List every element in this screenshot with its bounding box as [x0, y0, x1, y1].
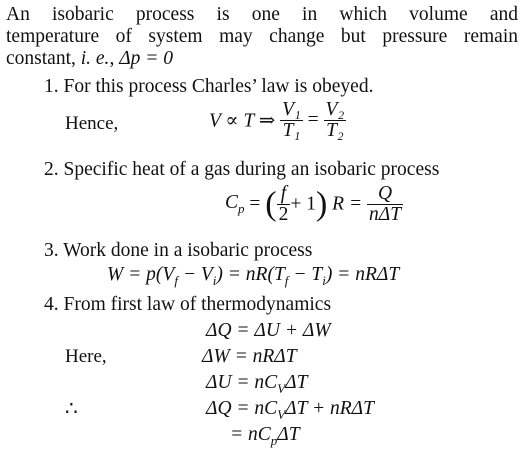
- sub-i: i: [322, 272, 326, 288]
- final-heat-relation: [230, 424, 300, 449]
- fraction-numerator: V₁: [282, 99, 301, 120]
- sub-f: f: [284, 272, 289, 288]
- list-item-2: [44, 159, 439, 181]
- list-item-1: [44, 76, 373, 98]
- intro-line-3-prefix: constant,: [6, 48, 81, 69]
- charles-law-equation: [209, 100, 346, 141]
- sub-v: V: [277, 406, 286, 422]
- du-part-1: ΔU = nC: [206, 372, 278, 393]
- fraction-denominator: T₂: [326, 120, 344, 141]
- list-item-number: 3.: [44, 240, 59, 261]
- list-item-text: Work done in a isobaric process: [63, 240, 313, 261]
- dq-part-2: ΔT + nRΔT: [285, 398, 374, 419]
- charles-lhs: V ∝ T ⇒: [209, 110, 276, 132]
- intro-pressure-equation: Δp = 0: [119, 48, 174, 69]
- close-paren: ): [315, 185, 328, 223]
- fraction-denominator: nΔT: [369, 204, 402, 225]
- fraction-f-over-2: [277, 184, 291, 225]
- intro-line-2: temperature of system may change but pressure remain: [6, 26, 518, 47]
- list-item-text: Specific heat of a gas during an isobaric process: [63, 159, 440, 180]
- list-item-number: 1.: [44, 76, 59, 97]
- equals-sign: =: [249, 193, 261, 215]
- list-item-text: From first law of thermodynamics: [63, 294, 332, 315]
- intro-ie: i. e.: [80, 48, 110, 69]
- sub-p: p: [270, 432, 278, 448]
- heat-relation: [206, 398, 374, 423]
- fraction-v2-t2: [324, 100, 347, 141]
- intro-sep: ,: [109, 48, 120, 69]
- work-done-equation: [107, 264, 399, 289]
- first-law-equation: ΔQ = ΔU + ΔW: [206, 320, 331, 341]
- du-part-2: ΔT: [285, 372, 308, 393]
- fraction-v1-t1: [280, 100, 303, 141]
- internal-energy-relation: [206, 372, 307, 397]
- work-part-2: − V: [177, 264, 213, 285]
- r-equals: R =: [332, 193, 363, 215]
- list-item-3: [44, 240, 312, 262]
- plus-one: + 1: [290, 193, 316, 215]
- equals-sign: =: [307, 109, 319, 131]
- dq-part-1: ΔQ = nC: [206, 398, 278, 419]
- list-item-text: For this process Charles’ law is obeyed.: [63, 76, 374, 97]
- fraction-denominator: T₁: [282, 120, 301, 141]
- fraction-numerator: V₂: [325, 99, 345, 120]
- intro-line-1: An isobaric process is one in which volume and: [6, 4, 518, 25]
- therefore-symbol: ∴: [65, 398, 78, 420]
- fraction-numerator: Q: [367, 184, 403, 205]
- work-part-3: ) = nR(T: [216, 264, 285, 285]
- sub-v: V: [277, 380, 286, 396]
- fraction-q-over-ndt: [367, 184, 403, 225]
- final-part-2: ΔT: [277, 424, 300, 445]
- intro-paragraph: [6, 4, 518, 70]
- final-part-1: = nC: [230, 424, 271, 445]
- list-item-number: 4.: [44, 294, 59, 315]
- intro-line-3: [6, 48, 518, 70]
- cp-subscript: p: [238, 200, 245, 216]
- work-part-5: ) = nRΔT: [325, 264, 400, 285]
- fraction-denominator: 2: [278, 204, 289, 225]
- here-label: Here,: [65, 346, 107, 367]
- list-item-number: 2.: [44, 159, 59, 180]
- list-item-4: [44, 294, 331, 316]
- work-part-1: W = p(V: [107, 264, 175, 285]
- work-part-4: − T: [288, 264, 323, 285]
- cp-letter: C: [225, 192, 239, 214]
- open-paren: (: [265, 185, 277, 223]
- work-relation: ΔW = nRΔT: [202, 346, 297, 367]
- specific-heat-equation: [225, 184, 403, 225]
- fraction-numerator: f: [277, 184, 291, 205]
- sub-f: f: [174, 272, 178, 288]
- cp-symbol: [225, 192, 245, 216]
- sub-i: i: [212, 272, 217, 288]
- hence-label: Hence,: [65, 113, 119, 134]
